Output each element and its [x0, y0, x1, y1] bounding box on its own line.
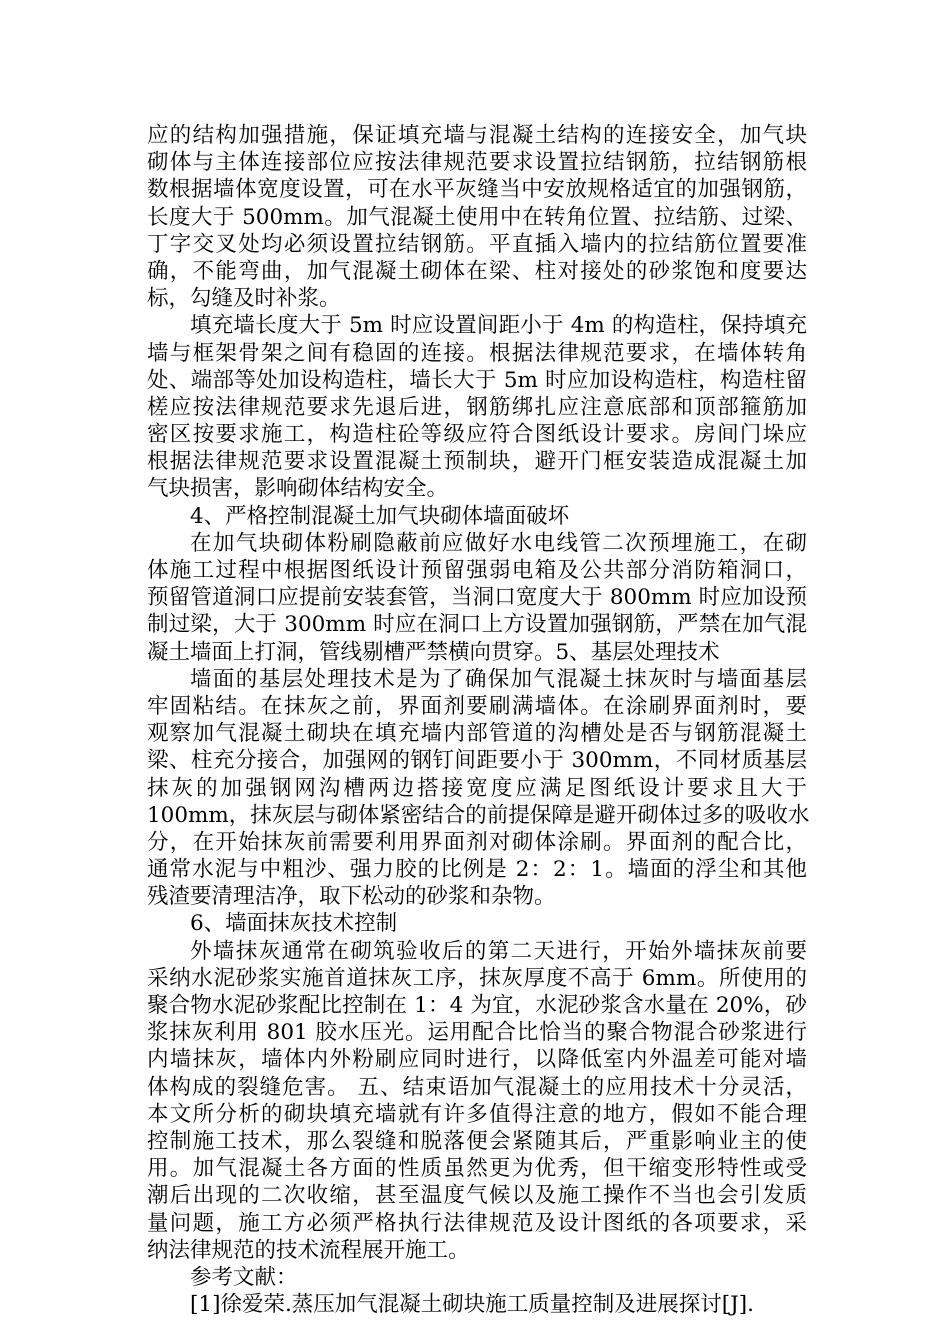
- text-line: 用。加气混凝土各方面的性质虽然更为优秀，但干缩变形特性或受: [147, 1156, 807, 1182]
- text-line: 外墙抹灰通常在砌筑验收后的第二天进行，开始外墙抹灰前要: [190, 938, 807, 964]
- text-line: 纳法律规范的技术流程展开施工。: [147, 1237, 470, 1263]
- text-line: 密区按要求施工，构造柱砼等级应符合图纸设计要求。房间门垛应: [147, 422, 807, 448]
- text-line: 墙面的基层处理技术是为了确保加气混凝土抹灰时与墙面基层: [190, 666, 807, 692]
- text-line: 梁、柱充分接合，加强网的钢钉间距要小于 300mm，不同材质基层: [147, 748, 807, 774]
- text-line: 数根据墙体宽度设置，可在水平灰缝当中安放规格适宜的加强钢筋，: [147, 177, 807, 203]
- text-line: 参考文献：: [190, 1264, 298, 1290]
- text-line: 处、端部等处加设构造柱，墙长大于 5m 时应加设构造柱，构造柱留: [147, 367, 807, 393]
- text-line: 气块损害，影响砌体结构安全。: [147, 476, 449, 502]
- text-line: 丁字交叉处均必须设置拉结钢筋。平直插入墙内的拉结筋位置要准: [147, 231, 807, 257]
- text-line: 在加气块砌体粉刷隐蔽前应做好水电线管二次预埋施工，在砌: [190, 530, 807, 556]
- text-line: 本文所分析的砌块填充墙就有许多值得注意的地方，假如不能合理: [147, 1101, 807, 1127]
- text-line: 控制施工技术，那么裂缝和脱落便会紧随其后，严重影响业主的使: [147, 1128, 807, 1154]
- text-line: [1]徐爱荣.蒸压加气混凝土砌块施工质量控制及进展探讨[J].: [190, 1292, 755, 1318]
- text-line: 槎应按法律规范要求先退后进，钢筋绑扎应注意底部和顶部箍筋加: [147, 394, 807, 420]
- text-line: 聚合物水泥砂浆配比控制在 1：4 为宜，水泥砂浆含水量在 20%，砂: [147, 993, 807, 1018]
- text-line: 潮后出现的二次收缩，甚至温度气候以及施工操作不当也会引发质: [147, 1183, 807, 1209]
- text-line: 抹灰的加强钢网沟槽两边搭接宽度应满足图纸设计要求且大于: [147, 775, 807, 801]
- text-line: 观察加气混凝土砌块在填充墙内部管道的沟槽处是否与钢筋混凝土: [147, 721, 807, 747]
- text-line: 分，在开始抹灰前需要利用界面剂对砌体涂刷。界面剂的配合比，: [147, 829, 807, 855]
- text-line: 通常水泥与中粗沙、强力胶的比例是 2：2：1。墙面的浮尘和其他: [147, 857, 807, 883]
- text-line: 标，勾缝及时补浆。: [147, 286, 341, 312]
- text-line: 墙与框架骨架之间有稳固的连接。根据法律规范要求，在墙体转角: [147, 340, 807, 366]
- text-line: 体施工过程中根据图纸设计预留强弱电箱及公共部分消防箱洞口，: [147, 558, 807, 583]
- text-line: 采纳水泥砂浆实施首道抹灰工序，抹灰厚度不高于 6mm。所使用的: [147, 965, 807, 991]
- text-line: 牢固粘结。在抹灰之前，界面剂要刷满墙体。在涂刷界面剂时，要: [147, 693, 807, 719]
- text-line: 砌体与主体连接部位应按法律规范要求设置拉结钢筋，拉结钢筋根: [147, 150, 807, 176]
- text-line: 残渣要清理洁净，取下松动的砂浆和杂物。: [147, 884, 556, 910]
- text-line: 100mm，抹灰层与砌体紧密结合的前提保障是避开砌体过多的吸收水: [147, 802, 810, 828]
- text-line: 6、墙面抹灰技术控制: [190, 911, 398, 937]
- text-line: 预留管道洞口应提前安装套管，当洞口宽度大于 800mm 时应加设预: [147, 585, 807, 611]
- text-line: 制过梁，大于 300mm 时应在洞口上方设置加强钢筋，严禁在加气混: [147, 612, 807, 638]
- text-line: 内墙抹灰，墙体内外粉刷应同时进行，以降低室内外温差可能对墙: [147, 1047, 807, 1073]
- document-body: [147, 122, 810, 1318]
- text-line: 填充墙长度大于 5m 时应设置间距小于 4m 的构造柱，保持填充: [190, 313, 807, 339]
- text-line: 应的结构加强措施，保证填充墙与混凝土结构的连接安全，加气块: [147, 123, 807, 148]
- text-line: 4、严格控制混凝土加气块砌体墙面破坏: [190, 503, 570, 529]
- text-line: 体构成的裂缝危害。 五、结束语加气混凝土的应用技术十分灵活，: [147, 1074, 807, 1100]
- text-line: 确，不能弯曲，加气混凝土砌体在梁、柱对接处的砂浆饱和度要达: [147, 258, 807, 284]
- text-line: 浆抹灰利用 801 胶水压光。运用配合比恰当的聚合物混合砂浆进行: [147, 1020, 807, 1046]
- text-line: 根据法律规范要求设置混凝土预制块，避开门框安装造成混凝土加: [147, 449, 807, 475]
- text-line: 长度大于 500mm。加气混凝土使用中在转角位置、拉结筋、过梁、: [147, 204, 807, 230]
- text-line: 量问题，施工方必须严格执行法律规范及设计图纸的各项要求，采: [147, 1210, 807, 1236]
- text-line: 凝土墙面上打洞，管线剔槽严禁横向贯穿。5、基层处理技术: [147, 639, 720, 665]
